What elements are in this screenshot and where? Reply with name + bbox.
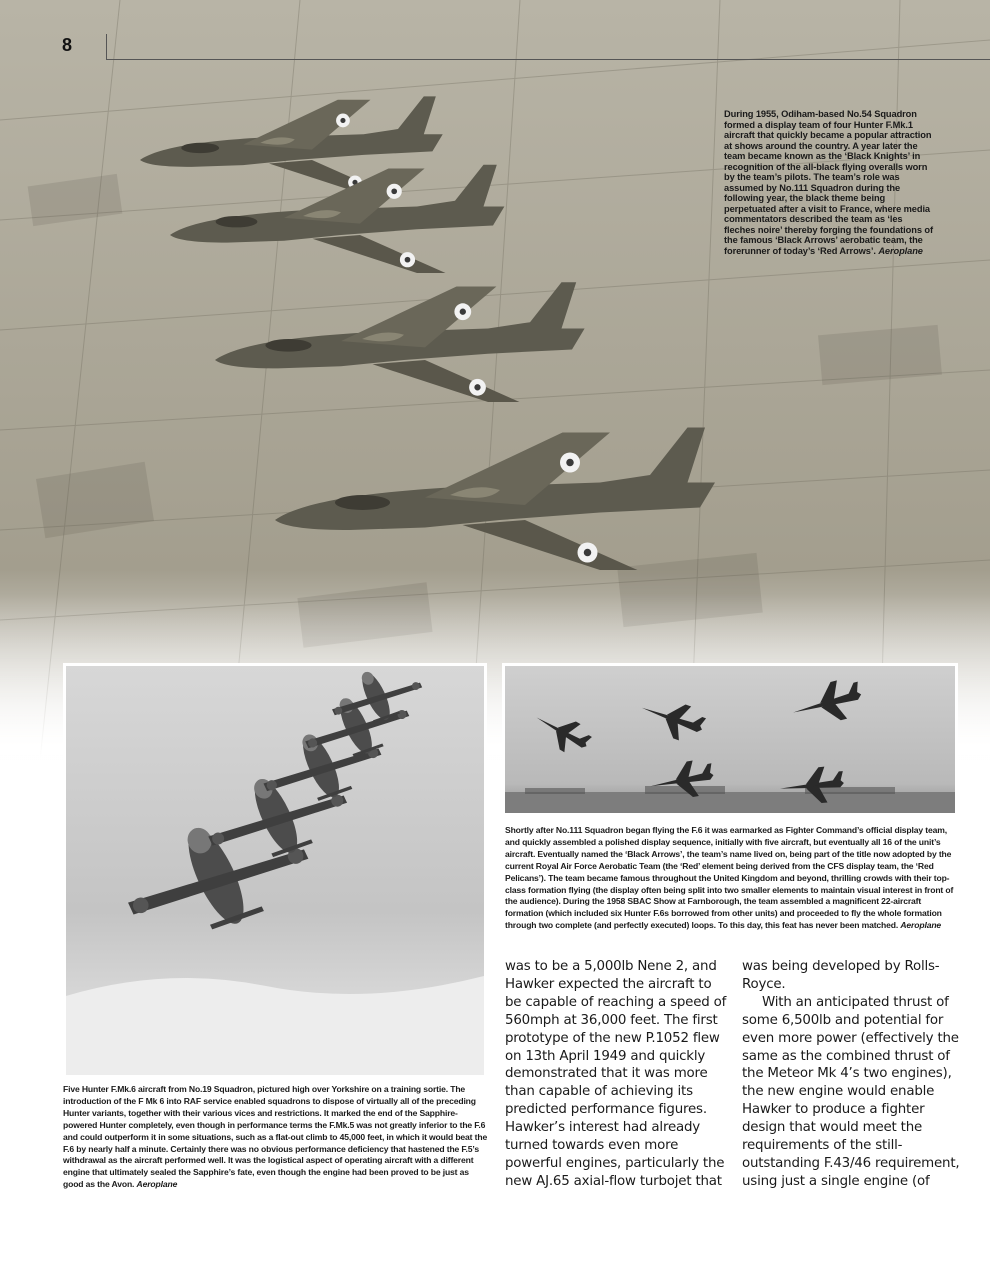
header-rule	[106, 59, 990, 60]
body-column-2	[742, 958, 964, 1191]
hero-caption	[724, 109, 934, 256]
black-arrows-caption-text: Shortly after No.111 Squadron began flying the F.6 it was earmarked as Fighter Command’s official display team, and quickly assembled a polished display sequence, initially with five aircraft, but eventually all 16 of the unit’s aircraft. Eventually named the ‘Black Arrows’, the team’s name lived on, being part of the title now adopted by the current Royal Air Force Aerobatic Team (the ‘Red’ element being derived from the CFS display team, the ‘Red Pelicans’). The team became famous throughout the United Kingdom and beyond, thrilling crowds with their top-class formation flying (the display often being split into two smaller elements to maintain visual interest in front of the audience). During the 1958 SBAC Show at Farnborough, the team assembled a magnificent 22-aircraft formation (which included six Hunter F.6s borrowed from other units) and proceeded to fly the whole formation through two complete (and perfectly executed) loops. To this day, this feat has never been matched.	[505, 825, 954, 931]
formation-caption-text: Five Hunter F.Mk.6 aircraft from No.19 Squadron, pictured high over Yorkshire on a training sortie. The introduction of the F Mk 6 into RAF service enabled squadrons to dispose of virtually all of the preceding Hunter variants, together with their various vices and restrictions. It marked the end of the Sapphire-powered Hunter completely, even though in performance terms the F.Mk.5 was not greatly inferior to the F.6 and could outperform it in some situations, such as a flat-out climb to 45,000 feet, in which it would beat the F.6 by nearly half a minute. Certainly there was no obvious performance deficiency that hastened the F.5’s withdrawal as the aircraft performed well. It was the logistical aspect of operating aircraft with a different engine that ultimately sealed the Sapphire’s fate, even though the engine had been proved to be just as good as the Avon.	[63, 1084, 488, 1190]
body-column-1	[505, 958, 727, 1191]
body-paragraph: was to be a 5,000lb Nene 2, and Hawker expected the aircraft to be capable of reaching a speed of 560mph at 36,000 feet. The first prototype of the new P.1052 flew on 13th April 1949 and quickly demonstrated that it was more than capable of achieving its predicted performance figures. Hawker’s interest had already turned towards even more powerful engines, particularly the new AJ.65 axial-flow turbojet that	[505, 959, 727, 1189]
hero-caption-text: During 1955, Odiham-based No.54 Squadron formed a display team of four Hunter F.Mk.1 aircraft that quickly became a popular attraction at shows around the country. A year later the team became known as the ‘Black Knights’ in recognition of the all-black flying overalls worn by the team’s pilots. The team’s role was assumed by No.111 Squadron during the following year, the black theme being perpetuated after a visit to France, where media commentators described the team as ‘les fleches noire’ thereby forging the foundations of the famous ‘Black Arrows’ aerobatic team, the forerunner of today’s ‘Red Arrows’.	[724, 109, 933, 256]
black-arrows-caption	[505, 825, 960, 932]
photo-black-arrows	[502, 663, 958, 816]
hero-caption-credit: Aeroplane	[878, 245, 923, 256]
formation-caption	[63, 1084, 488, 1191]
black-arrows-caption-credit: Aeroplane	[900, 920, 942, 931]
page-number: 8	[62, 35, 73, 55]
body-paragraph: With an anticipated thrust of some 6,500lb and potential for even more power (effectively the same as the combined thrust of the Meteor Mk 4’s two engines), the new engine would enable Hawker to produce a fighter design that would meet the requirements of the still-outstanding F.43/46 requirement, using just a single engine (of	[742, 994, 960, 1189]
formation-caption-credit: Aeroplane	[136, 1179, 178, 1190]
body-paragraph: was being developed by Rolls-Royce.	[742, 959, 940, 992]
photo-formation-diving	[63, 663, 487, 1078]
header-rule-vertical	[106, 34, 107, 60]
